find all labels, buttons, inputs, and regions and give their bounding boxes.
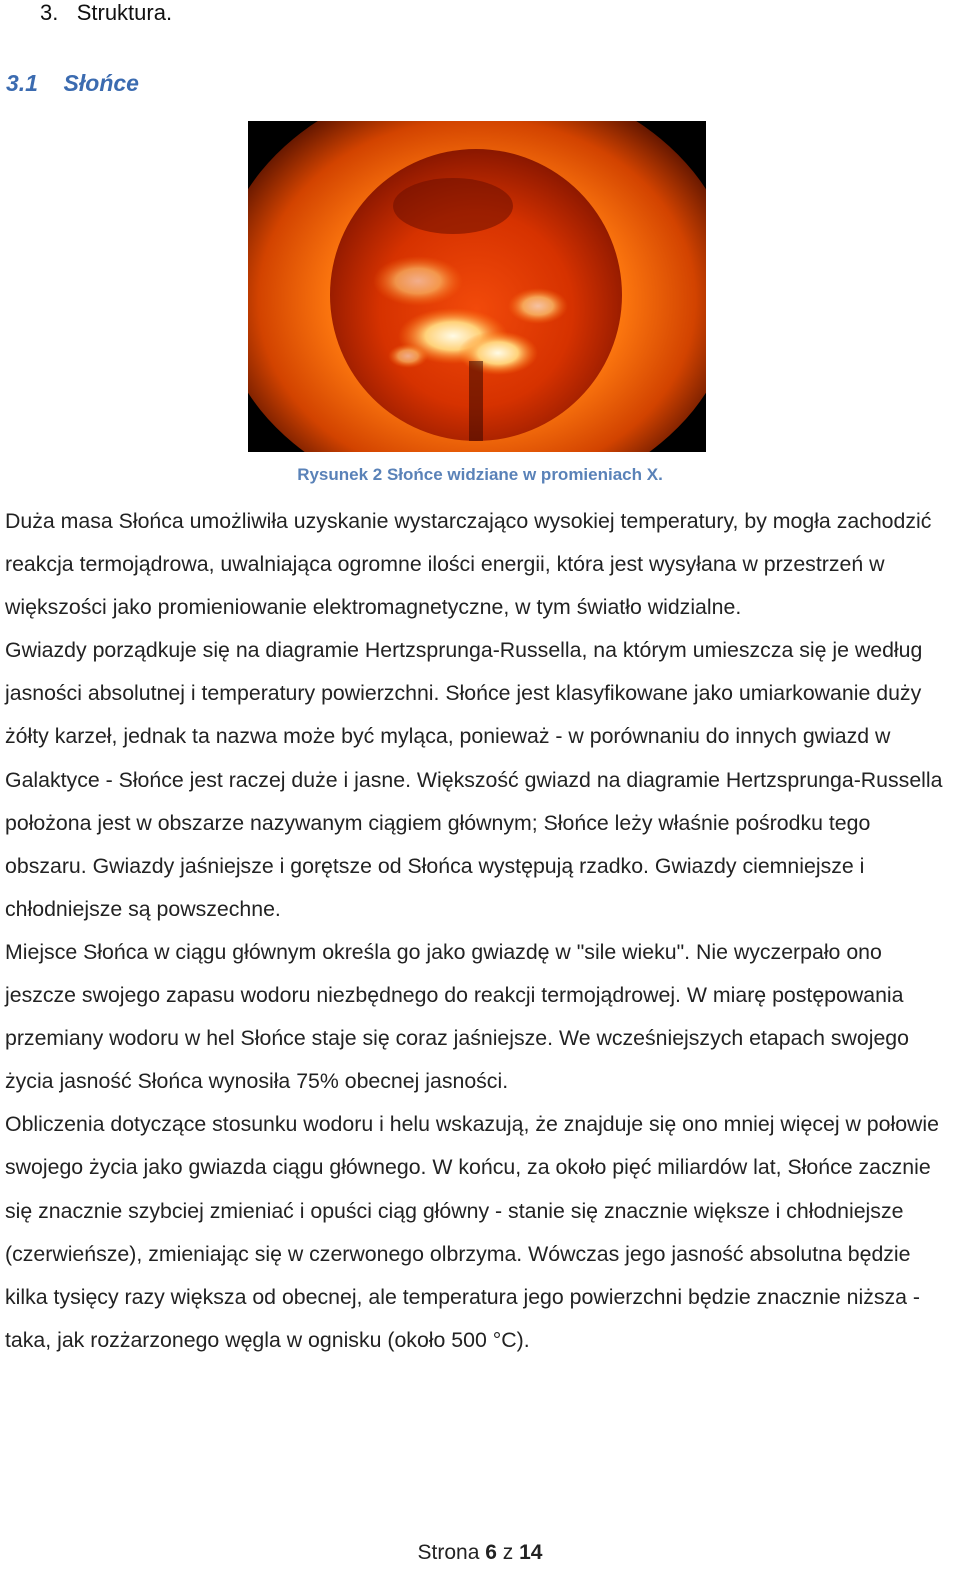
- footer-prefix: Strona: [417, 1541, 480, 1564]
- section-number: 3.: [40, 0, 59, 25]
- paragraph: Duża masa Słońca umożliwiła uzyskanie wystarczająco wysokiej temperatury, by mogła zachodzić reakcja termojądrowa, uwalniająca ogromne ilości energii, która jest wysyłana w przestrzeń w większości jako promieniowanie elektromagnetyczne, w tym światło widzialne.: [5, 509, 932, 620]
- section-title: Struktura.: [76, 0, 173, 25]
- sun-xray-image: [248, 121, 706, 452]
- paragraph: Obliczenia dotyczące stosunku wodoru i helu wskazują, że znajduje się ono mniej więcej w połowie swojego życia jako gwiazda ciągu głównego. W końcu, za około pięć miliardów lat, Słońce zacznie się znacznie szybciej zmieniać i opuści ciąg główny - stanie się znacznie większe i chłodniejsze (czerwieńsze), zmieniając się w czerwonego olbrzyma. Wówczas jego jasność absolutna będzie kilka tysięcy razy większa od obecnej, ale temperatura jego powierzchni będzie znacznie niższa - taka, jak rozżarzonego węgla w ognisku (około 500 °C).: [5, 1112, 940, 1352]
- total-page-count: 14: [519, 1541, 543, 1564]
- section-heading: [40, 0, 172, 26]
- body-text: [5, 500, 950, 1362]
- subsection-heading: [6, 70, 139, 97]
- page-footer: [0, 1541, 960, 1565]
- footer-separator: z: [502, 1541, 514, 1564]
- paragraph: Miejsce Słońca w ciągu głównym określa go jako gwiazdę w "sile wieku". Nie wyczerpało ono jeszcze swojego zapasu wodoru niezbędnego do reakcji termojądrowej. W miarę postępowania przemiany wodoru w hel Słońce staje się coraz jaśniejsze. We wcześniejszych etapach swojego życia jasność Słońca wynosiła 75% obecnej jasności.: [5, 939, 909, 1094]
- subsection-number: 3.1: [6, 70, 38, 96]
- subsection-title: Słońce: [63, 70, 139, 96]
- paragraph: Gwiazdy porządkuje się na diagramie Hertzsprunga-Russella, na którym umieszcza się je według jasności absolutnej i temperatury powierzchni. Słońce jest klasyfikowane jako umiarkowanie duży żółty karzeł, jednak ta nazwa może być myląca, ponieważ - w porównaniu do innych gwiazd w Galaktyce - Słońce jest raczej duże i jasne. Większość gwiazd na diagramie Hertzsprunga-Russella położona jest w obszarze nazywanym ciągiem głównym; Słońce leży właśnie pośrodku tego obszaru. Gwiazdy jaśniejsze i gorętsze od Słońca występują rzadko. Gwiazdy ciemniejsze i chłodniejsze są powszechne.: [5, 638, 943, 921]
- figure-caption: Rysunek 2 Słońce widziane w promieniach X.: [297, 465, 663, 484]
- current-page-number: 6: [485, 1541, 497, 1564]
- sun-illustration: [248, 121, 706, 452]
